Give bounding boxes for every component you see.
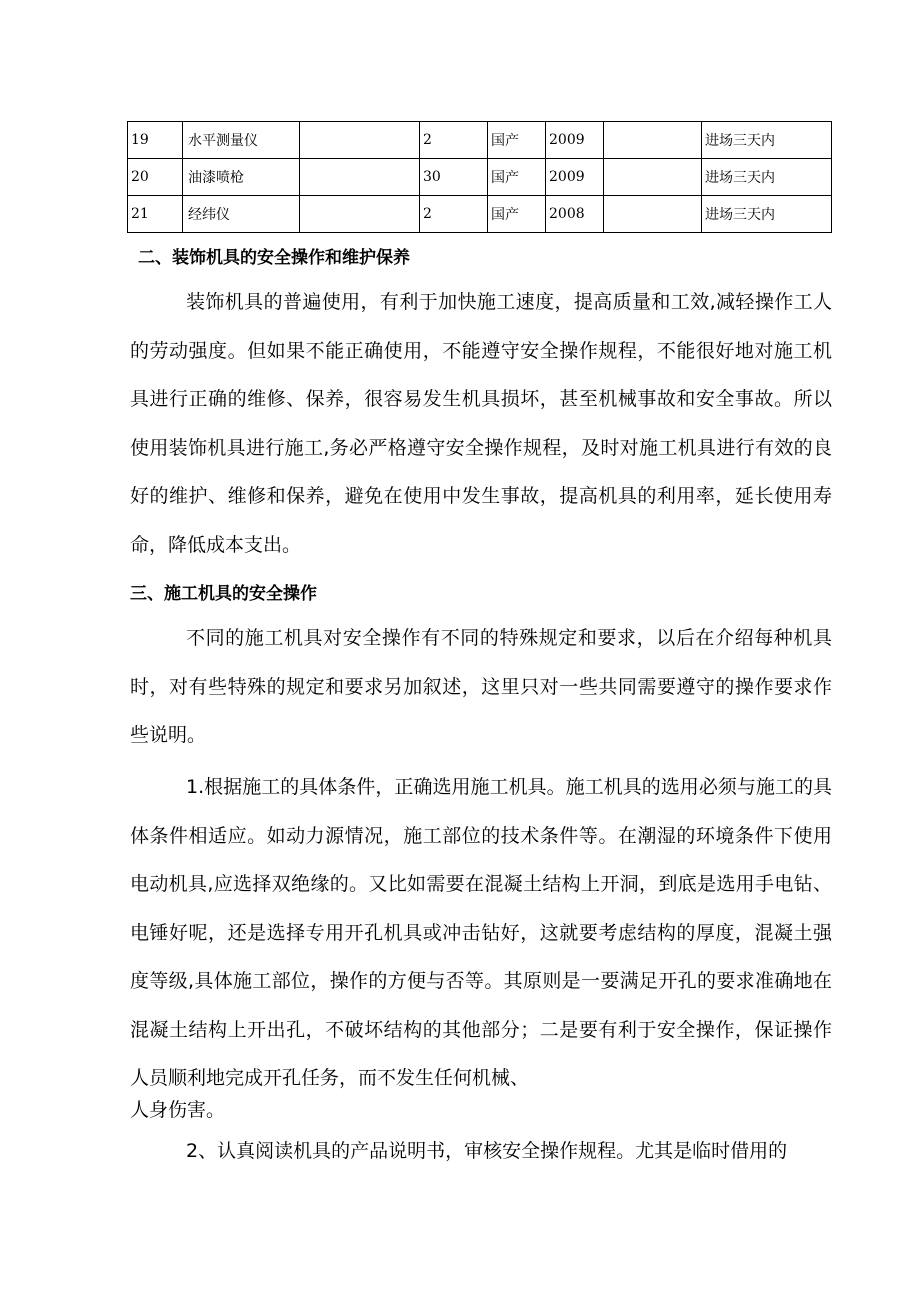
table-cell-name: 水平测量仪 xyxy=(183,122,300,159)
table-cell-arrival: 进场三天内 xyxy=(702,159,832,196)
table-cell-quantity: 30 xyxy=(420,159,488,196)
table-cell-model xyxy=(300,196,420,233)
item-1-tail-line: 人身伤害。 xyxy=(130,1099,226,1121)
table-cell-index: 21 xyxy=(128,196,183,233)
table-cell-name: 经纬仪 xyxy=(183,196,300,233)
table-row xyxy=(128,159,832,196)
table-cell-index: 19 xyxy=(128,122,183,159)
table-cell-year: 2008 xyxy=(546,196,604,233)
table-cell-origin: 国产 xyxy=(488,159,546,196)
item-2-paragraph: 2、认真阅读机具的产品说明书，审核安全操作规程。尤其是临时借用的 xyxy=(186,1140,788,1162)
table-cell-index: 20 xyxy=(128,159,183,196)
section-3-intro-paragraph: 不同的施工机具对安全操作有不同的特殊规定和要求，以后在介绍每种机具时，对有些特殊的规定和要求另加叙述，这里只对一些共同需要遵守的操作要求作些说明。 xyxy=(130,627,832,746)
table-cell-year: 2009 xyxy=(546,122,604,159)
section-2-heading: 二、装饰机具的安全操作和维护保养 xyxy=(138,248,410,268)
item-1-paragraph: 1.根据施工的具体条件，正确选用施工机具。施工机具的选用必须与施工的具体条件相适应。如动力源情况，施工部位的技术条件等。在潮湿的环境条件下使用电动机具,应选择双绝缘的。又比如需要在混凝土结构上开洞，到底是选用手电钻、电锤好呢，还是选择专用开孔机具或冲击钻好，这就要考虑结构的厚度，混凝土强度等级,具体施工部位，操作的方便与否等。其原则是一要满足开孔的要求准确地在混凝土结构上开出孔，不破坏结构的其他部分；二是要有利于安全操作，保证操作人员顺利地完成开孔任务，而不发生任何机械、 xyxy=(130,776,832,1089)
table-row xyxy=(128,122,832,159)
table-cell-arrival: 进场三天内 xyxy=(702,196,832,233)
table-row xyxy=(128,196,832,233)
table-cell-year: 2009 xyxy=(546,159,604,196)
table-cell-origin: 国产 xyxy=(488,122,546,159)
table-cell-power xyxy=(604,122,702,159)
table-cell-arrival: 进场三天内 xyxy=(702,122,832,159)
table-cell-model xyxy=(300,122,420,159)
table-cell-power xyxy=(604,196,702,233)
table-cell-name: 油漆喷枪 xyxy=(183,159,300,196)
section-2-paragraph: 装饰机具的普遍使用，有利于加快施工速度，提高质量和工效,减轻操作工人的劳动强度。但如果不能正确使用，不能遵守安全操作规程，不能很好地对施工机具进行正确的维修、保养，很容易发生机具损坏，甚至机械事故和安全事故。所以使用装饰机具进行施工,务必严格遵守安全操作规程，及时对施工机具进行有效的良好的维护、维修和保养，避免在使用中发生事故，提高机具的利用率，延长使用寿命，降低成本支出。 xyxy=(130,291,832,556)
table-cell-power xyxy=(604,159,702,196)
section-3-heading: 三、施工机具的安全操作 xyxy=(130,584,317,604)
equipment-table xyxy=(127,121,832,233)
table-cell-quantity: 2 xyxy=(420,122,488,159)
table-cell-model xyxy=(300,159,420,196)
table-cell-origin: 国产 xyxy=(488,196,546,233)
table-cell-quantity: 2 xyxy=(420,196,488,233)
